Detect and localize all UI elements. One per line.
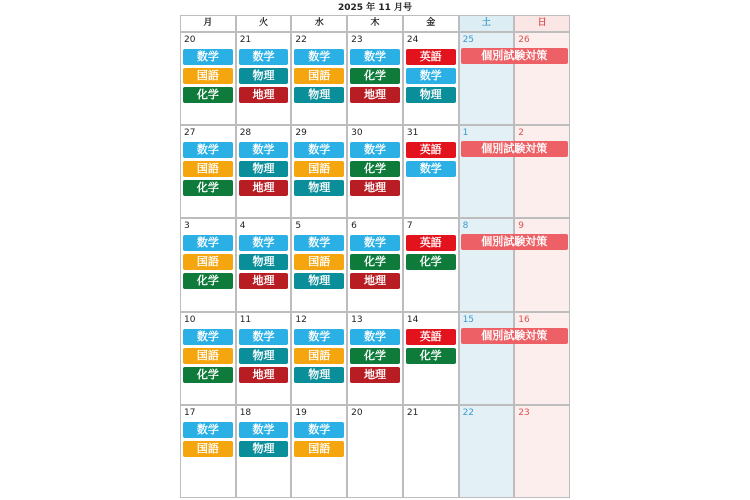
day-number: 3 bbox=[184, 221, 190, 232]
day-cell[interactable] bbox=[514, 312, 570, 405]
day-cell[interactable] bbox=[180, 32, 236, 125]
weekday-header: 金 bbox=[403, 15, 459, 32]
subject-tag-math[interactable]: 数学 bbox=[239, 142, 289, 158]
day-cell[interactable] bbox=[180, 312, 236, 405]
calendar-title: 2025 年 11 月号 bbox=[338, 3, 412, 13]
weekday-header: 土 bbox=[459, 15, 515, 32]
subject-tag-math[interactable]: 数学 bbox=[239, 329, 289, 345]
subject-tag-math[interactable]: 数学 bbox=[350, 142, 400, 158]
subject-tag-geo[interactable]: 地理 bbox=[350, 367, 400, 383]
subject-tag-jpn[interactable]: 国語 bbox=[183, 254, 233, 270]
subject-tag-jpn[interactable]: 国語 bbox=[183, 348, 233, 364]
day-cell[interactable] bbox=[347, 312, 403, 405]
subject-tag-chem[interactable]: 化学 bbox=[183, 180, 233, 196]
day-cell[interactable] bbox=[236, 125, 292, 218]
day-number: 23 bbox=[351, 35, 363, 45]
subject-list bbox=[406, 235, 456, 273]
subject-tag-geo[interactable]: 地理 bbox=[350, 273, 400, 289]
subject-tag-eng[interactable]: 英語 bbox=[406, 49, 456, 65]
day-cell[interactable] bbox=[403, 312, 459, 405]
day-number: 22 bbox=[462, 407, 475, 418]
subject-tag-phys[interactable]: 物理 bbox=[294, 180, 344, 196]
day-number: 1 bbox=[462, 128, 469, 139]
day-number: 11 bbox=[239, 314, 252, 325]
subject-tag-jpn[interactable]: 国語 bbox=[294, 348, 344, 364]
day-number: 30 bbox=[351, 128, 363, 139]
subject-list bbox=[183, 142, 233, 199]
day-cell[interactable] bbox=[459, 218, 515, 311]
day-number: 22 bbox=[295, 35, 307, 45]
subject-tag-math[interactable]: 数学 bbox=[350, 329, 400, 345]
subject-tag-jpn[interactable]: 国語 bbox=[294, 68, 344, 84]
subject-tag-chem[interactable]: 化学 bbox=[406, 254, 456, 270]
subject-tag-eng[interactable]: 英語 bbox=[406, 142, 456, 158]
subject-list bbox=[183, 422, 233, 460]
day-cell[interactable] bbox=[459, 32, 515, 125]
day-cell[interactable] bbox=[403, 405, 459, 498]
subject-tag-chem[interactable]: 化学 bbox=[350, 348, 400, 364]
subject-tag-math[interactable]: 数学 bbox=[183, 422, 233, 438]
day-cell[interactable] bbox=[459, 405, 515, 498]
subject-list bbox=[406, 49, 456, 106]
day-number: 21 bbox=[239, 35, 252, 45]
weekday-header: 木 bbox=[347, 15, 403, 32]
subject-list bbox=[294, 142, 344, 199]
day-number: 20 bbox=[184, 35, 196, 45]
subject-tag-math[interactable]: 数学 bbox=[183, 142, 233, 158]
day-cell[interactable] bbox=[291, 312, 347, 405]
day-number: 15 bbox=[462, 314, 475, 325]
subject-tag-math[interactable]: 数学 bbox=[294, 49, 344, 65]
day-number: 5 bbox=[295, 221, 302, 232]
subject-tag-phys[interactable]: 物理 bbox=[239, 254, 289, 270]
exam-prep-event[interactable]: 個別試験対策 bbox=[461, 328, 568, 344]
day-cell[interactable] bbox=[347, 405, 403, 498]
day-number: 4 bbox=[239, 221, 246, 232]
day-number: 18 bbox=[239, 407, 252, 418]
day-number: 19 bbox=[295, 407, 307, 418]
day-cell[interactable] bbox=[514, 125, 570, 218]
day-cell[interactable] bbox=[403, 218, 459, 311]
subject-tag-jpn[interactable]: 国語 bbox=[183, 161, 233, 177]
subject-tag-math[interactable]: 数学 bbox=[183, 329, 233, 345]
subject-tag-geo[interactable]: 地理 bbox=[239, 367, 289, 383]
subject-list bbox=[294, 329, 344, 386]
subject-list bbox=[294, 235, 344, 292]
subject-tag-jpn[interactable]: 国語 bbox=[183, 68, 233, 84]
day-cell[interactable] bbox=[180, 218, 236, 311]
day-number: 23 bbox=[518, 407, 530, 418]
day-cell[interactable] bbox=[291, 405, 347, 498]
subject-tag-math[interactable]: 数学 bbox=[406, 161, 456, 177]
day-number: 25 bbox=[462, 35, 475, 45]
subject-tag-math[interactable]: 数学 bbox=[294, 422, 344, 438]
weekday-header: 火 bbox=[236, 15, 292, 32]
day-cell[interactable] bbox=[347, 125, 403, 218]
subject-tag-phys[interactable]: 物理 bbox=[406, 87, 456, 103]
subject-list bbox=[183, 235, 233, 292]
day-cell[interactable] bbox=[403, 32, 459, 125]
day-number: 21 bbox=[406, 407, 419, 418]
subject-tag-phys[interactable]: 物理 bbox=[294, 273, 344, 289]
subject-tag-math[interactable]: 数学 bbox=[183, 235, 233, 251]
subject-list bbox=[406, 329, 456, 367]
day-number: 27 bbox=[184, 128, 196, 139]
subject-tag-math[interactable]: 数学 bbox=[294, 235, 344, 251]
subject-tag-math[interactable]: 数学 bbox=[406, 68, 456, 84]
day-cell[interactable] bbox=[291, 125, 347, 218]
day-cell[interactable] bbox=[514, 218, 570, 311]
subject-list bbox=[183, 329, 233, 386]
subject-tag-math[interactable]: 数学 bbox=[239, 235, 289, 251]
day-cell[interactable] bbox=[291, 218, 347, 311]
subject-list bbox=[406, 142, 456, 180]
day-cell[interactable] bbox=[403, 125, 459, 218]
subject-tag-math[interactable]: 数学 bbox=[350, 49, 400, 65]
day-number: 14 bbox=[406, 314, 419, 325]
subject-tag-jpn[interactable]: 国語 bbox=[294, 161, 344, 177]
day-number: 20 bbox=[351, 407, 363, 418]
day-number: 13 bbox=[351, 314, 363, 325]
subject-list bbox=[294, 422, 344, 460]
day-cell[interactable] bbox=[291, 32, 347, 125]
subject-tag-math[interactable]: 数学 bbox=[294, 142, 344, 158]
day-number: 24 bbox=[406, 35, 419, 45]
subject-tag-phys[interactable]: 物理 bbox=[294, 367, 344, 383]
day-cell[interactable] bbox=[459, 312, 515, 405]
subject-tag-chem[interactable]: 化学 bbox=[183, 273, 233, 289]
day-number: 26 bbox=[518, 35, 530, 45]
day-number: 6 bbox=[351, 221, 357, 232]
subject-tag-jpn[interactable]: 国語 bbox=[183, 441, 233, 457]
day-cell[interactable] bbox=[236, 218, 292, 311]
day-number: 8 bbox=[462, 221, 469, 232]
day-cell[interactable] bbox=[514, 32, 570, 125]
day-number: 2 bbox=[518, 128, 525, 139]
day-number: 12 bbox=[295, 314, 307, 325]
day-number: 31 bbox=[406, 128, 419, 139]
subject-list bbox=[350, 142, 400, 199]
subject-tag-chem[interactable]: 化学 bbox=[350, 254, 400, 270]
subject-tag-chem[interactable]: 化学 bbox=[183, 87, 233, 103]
day-number: 7 bbox=[406, 221, 413, 232]
day-cell[interactable] bbox=[459, 125, 515, 218]
subject-tag-jpn[interactable]: 国語 bbox=[294, 441, 344, 457]
subject-tag-math[interactable]: 数学 bbox=[294, 329, 344, 345]
day-cell[interactable] bbox=[180, 405, 236, 498]
weekday-header: 月 bbox=[180, 15, 236, 32]
subject-list bbox=[294, 49, 344, 106]
weekday-header: 日 bbox=[514, 15, 570, 32]
subject-tag-chem[interactable]: 化学 bbox=[350, 68, 400, 84]
subject-list bbox=[350, 329, 400, 386]
subject-tag-math[interactable]: 数学 bbox=[239, 49, 289, 65]
exam-prep-event[interactable]: 個別試験対策 bbox=[461, 48, 568, 64]
day-cell[interactable] bbox=[347, 218, 403, 311]
subject-tag-eng[interactable]: 英語 bbox=[406, 329, 456, 345]
subject-tag-chem[interactable]: 化学 bbox=[183, 367, 233, 383]
subject-tag-geo[interactable]: 地理 bbox=[350, 87, 400, 103]
day-cell[interactable] bbox=[236, 312, 292, 405]
day-cell[interactable] bbox=[236, 405, 292, 498]
subject-tag-phys[interactable]: 物理 bbox=[294, 87, 344, 103]
subject-tag-math[interactable]: 数学 bbox=[183, 49, 233, 65]
subject-list bbox=[350, 235, 400, 292]
weekday-header: 水 bbox=[291, 15, 347, 32]
subject-tag-chem[interactable]: 化学 bbox=[350, 161, 400, 177]
day-number: 16 bbox=[518, 314, 530, 325]
day-cell[interactable] bbox=[514, 405, 570, 498]
subject-list bbox=[239, 235, 289, 292]
day-cell[interactable] bbox=[180, 125, 236, 218]
subject-list bbox=[350, 49, 400, 106]
subject-tag-geo[interactable]: 地理 bbox=[350, 180, 400, 196]
subject-tag-jpn[interactable]: 国語 bbox=[294, 254, 344, 270]
day-cell[interactable] bbox=[347, 32, 403, 125]
exam-prep-event[interactable]: 個別試験対策 bbox=[461, 234, 568, 250]
subject-list bbox=[239, 329, 289, 386]
subject-list bbox=[239, 142, 289, 199]
subject-tag-phys[interactable]: 物理 bbox=[239, 348, 289, 364]
subject-tag-phys[interactable]: 物理 bbox=[239, 68, 289, 84]
exam-prep-event[interactable]: 個別試験対策 bbox=[461, 141, 568, 157]
day-number: 10 bbox=[184, 314, 196, 325]
subject-tag-math[interactable]: 数学 bbox=[239, 422, 289, 438]
subject-tag-chem[interactable]: 化学 bbox=[406, 348, 456, 364]
subject-tag-eng[interactable]: 英語 bbox=[406, 235, 456, 251]
day-number: 28 bbox=[239, 128, 252, 139]
subject-tag-math[interactable]: 数学 bbox=[350, 235, 400, 251]
subject-list bbox=[239, 49, 289, 106]
subject-tag-geo[interactable]: 地理 bbox=[239, 180, 289, 196]
monthly-calendar bbox=[180, 15, 570, 498]
subject-list bbox=[239, 422, 289, 460]
day-cell[interactable] bbox=[236, 32, 292, 125]
day-number: 29 bbox=[295, 128, 307, 139]
day-number: 9 bbox=[518, 221, 525, 232]
subject-tag-phys[interactable]: 物理 bbox=[239, 441, 289, 457]
subject-tag-geo[interactable]: 地理 bbox=[239, 273, 289, 289]
day-number: 17 bbox=[184, 407, 196, 418]
subject-list bbox=[183, 49, 233, 106]
subject-tag-phys[interactable]: 物理 bbox=[239, 161, 289, 177]
subject-tag-geo[interactable]: 地理 bbox=[239, 87, 289, 103]
